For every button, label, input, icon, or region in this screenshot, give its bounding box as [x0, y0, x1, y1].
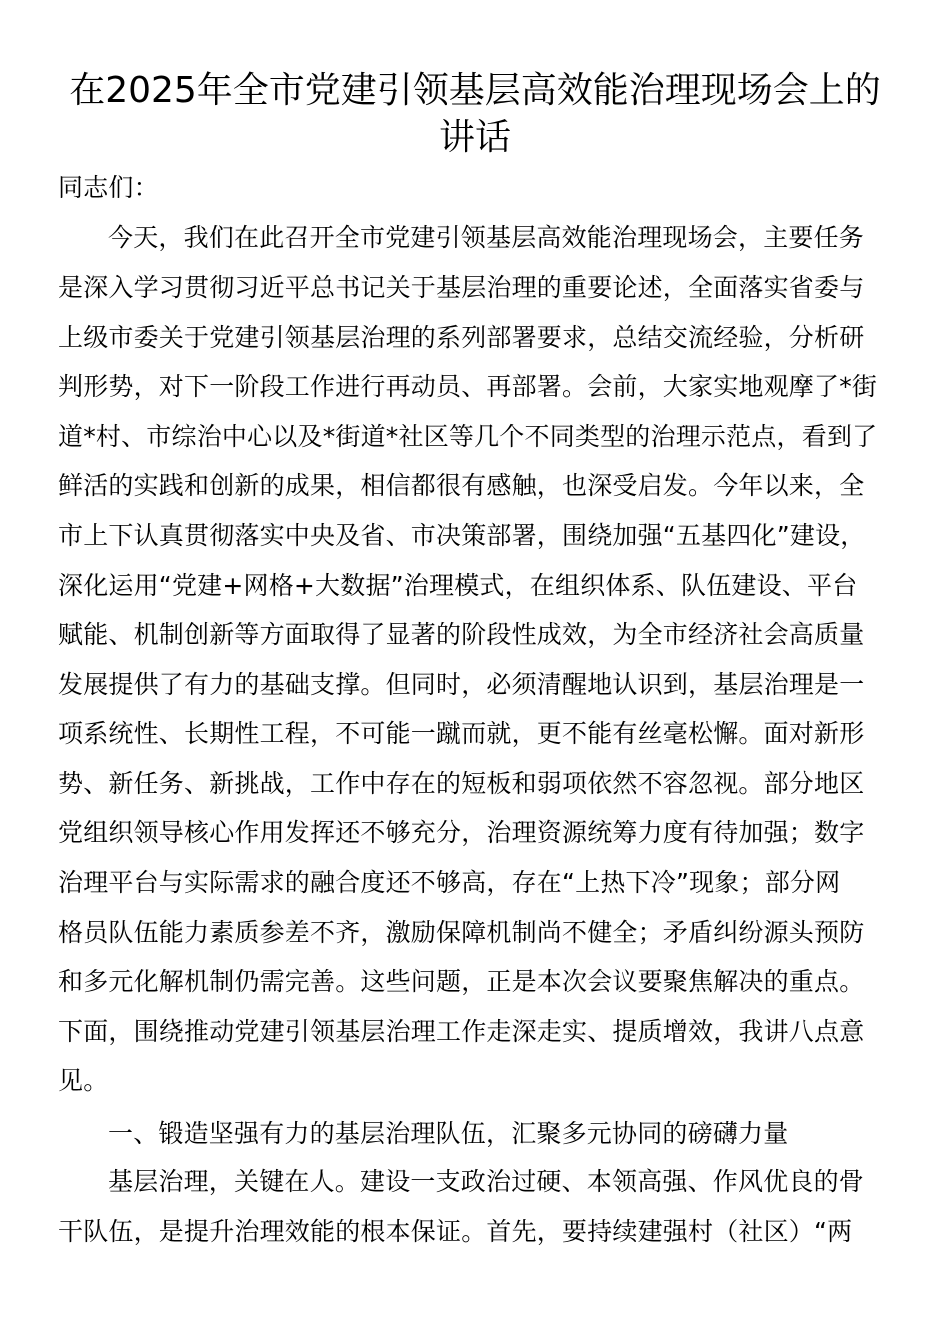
paragraph-line: 干队伍，是提升治理效能的根本保证。首先，要持续建强村（社区）“两: [58, 1217, 853, 1246]
paragraph-line: 今天，我们在此召开全市党建引领基层高效能治理现场会，主要任务: [108, 223, 865, 252]
paragraph-line: 格员队伍能力素质参差不齐，激励保障机制尚不健全；矛盾纠纷源头预防: [58, 918, 865, 947]
paragraph-line: 下面，围绕推动党建引领基层治理工作走深走实、提质增效，我讲八点意: [58, 1017, 865, 1046]
section-heading: 一、锻造坚强有力的基层治理队伍，汇聚多元协同的磅礴力量: [108, 1119, 789, 1148]
salutation: 同志们：: [58, 173, 159, 202]
paragraph-line: 判形势，对下一阶段工作进行再动员、再部署。会前，大家实地观摩了*街: [58, 372, 878, 401]
document-title: 在2025年全市党建引领基层高效能治理现场会上的: [69, 70, 881, 111]
paragraph-line: 项系统性、长期性工程，不可能一蹴而就，更不能有丝毫松懈。面对新形: [58, 719, 865, 748]
paragraph-line: 党组织领导核心作用发挥还不够充分，治理资源统筹力度有待加强；数字: [58, 818, 865, 847]
document-title-continued: 讲话: [438, 117, 511, 158]
paragraph-line: 治理平台与实际需求的融合度还不够高，存在“上热下冷”现象；部分网: [58, 868, 841, 897]
paragraph-line: 市上下认真贯彻落实中央及省、市决策部署，围绕加强“五基四化”建设，: [58, 521, 866, 550]
paragraph-line: 是深入学习贯彻习近平总书记关于基层治理的重要论述，全面落实省委与: [58, 273, 865, 302]
paragraph-line: 发展提供了有力的基础支撑。但同时，必须清醒地认识到，基层治理是一: [58, 670, 865, 699]
paragraph-line: 道*村、市综治中心以及*街道*社区等几个不同类型的治理示范点，看到了: [58, 422, 878, 451]
paragraph-line: 和多元化解机制仍需完善。这些问题，正是本次会议要聚焦解决的重点。: [58, 967, 865, 996]
paragraph-line: 见。: [58, 1066, 109, 1095]
paragraph-line: 基层治理，关键在人。建设一支政治过硬、本领高强、作风优良的骨: [108, 1167, 865, 1196]
paragraph-line: 上级市委关于党建引领基层治理的系列部署要求，总结交流经验，分析研: [58, 323, 865, 352]
paragraph-line: 势、新任务、新挑战，工作中存在的短板和弱项依然不容忽视。部分地区: [58, 769, 865, 798]
paragraph-line: 鲜活的实践和创新的成果，相信都很有感触，也深受启发。今年以来，全: [58, 471, 865, 500]
paragraph-line: 深化运用“党建+网格+大数据”治理模式，在组织体系、队伍建设、平台: [58, 571, 858, 600]
paragraph-line: 赋能、机制创新等方面取得了显著的阶段性成效，为全市经济社会高质量: [58, 620, 865, 649]
